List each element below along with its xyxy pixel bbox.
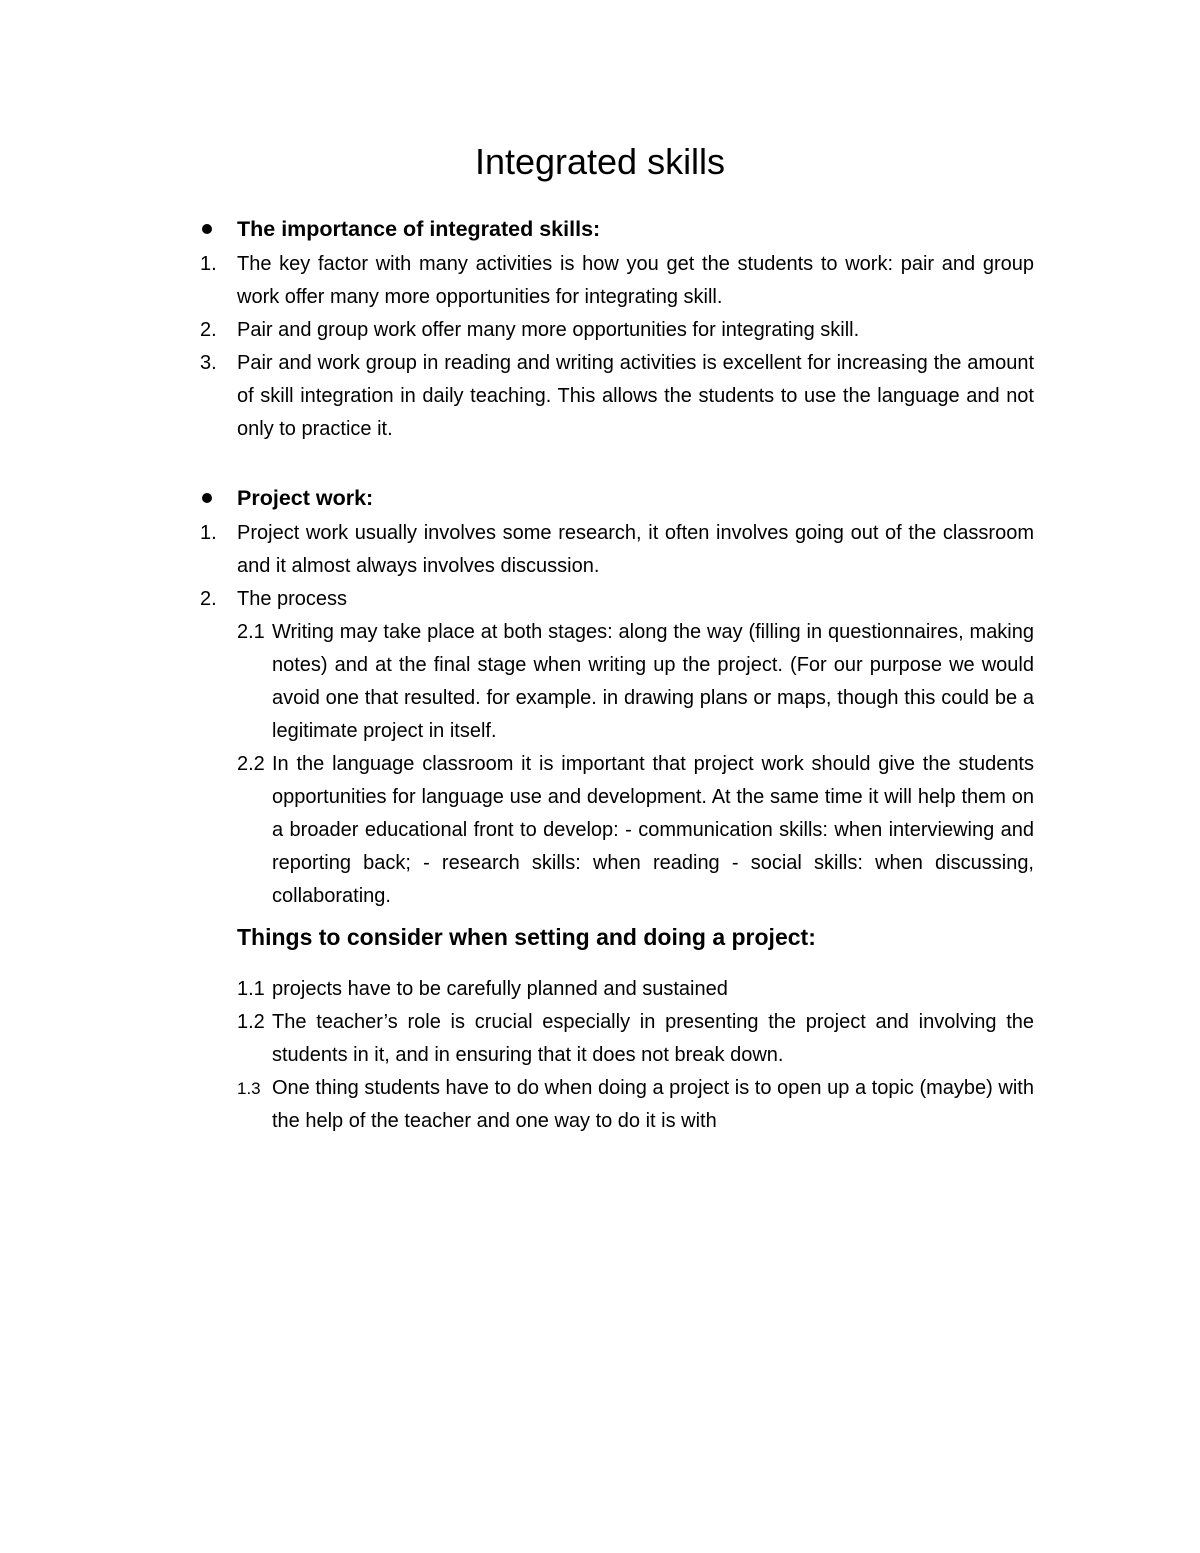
sub-list-number: 2.2 [237,753,265,775]
sub-list-text: Writing may take place at both stages: along the way (filling in questionnaires, making notes) and at the final stage when writing up the project. (For our purpose we would avoid one that resulted. for example. in drawing plans or maps, though this could be a legitimate project in itself. [272,621,1034,742]
list-item [200,347,1034,446]
list-number: 1. [200,253,217,275]
consider-text: One thing students have to do when doing a project is to open up a topic (maybe) with the help of the teacher and one way to do it is with [272,1077,1034,1132]
section-heading-project-work [200,479,1034,517]
section-heading-importance [200,210,1034,248]
consider-text: projects have to be carefully planned and sustained [272,978,728,1000]
consider-number: 1.3 [237,1079,261,1098]
sub-list-item [200,748,1034,913]
list-number: 2. [200,588,217,610]
sub-list-item [200,616,1034,748]
list-text: Pair and work group in reading and writing activities is excellent for increasing the amount of skill integration in daily teaching. This allows the students to use the language and not only to practice it. [237,352,1034,440]
consider-number: 1.2 [237,1011,265,1033]
section-heading-text: Project work: [237,486,374,510]
section-heading-text: The importance of integrated skills: [237,217,601,241]
bullet-icon [202,224,212,234]
list-item [200,248,1034,314]
consider-number: 1.1 [237,978,265,1000]
consider-text: The teacher’s role is crucial especially in presenting the project and involving the students in it, and in ensuring that it does not break down. [272,1011,1034,1066]
section-heading-things-to-consider: Things to consider when setting and doing a project: [237,924,816,950]
sub-list-text: In the language classroom it is important that project work should give the students opportunities for language use and development. At the same time it will help them on a broader educational front to develop: - communication skills: when interviewing and reporting back; - research skills: when reading - social skills: when discussing, collaborating. [272,753,1034,907]
list-text: Project work usually involves some research, it often involves going out of the classroom and it almost always involves discussion. [237,522,1034,577]
consider-item [200,1006,1034,1072]
consider-item [200,1072,1034,1138]
spacer [200,446,1034,479]
list-text: The key factor with many activities is how you get the students to work: pair and group work offer many more opportunities for integrating skill. [237,253,1034,308]
list-item [200,517,1034,583]
sub-list-number: 2.1 [237,621,265,643]
list-number: 2. [200,319,217,341]
list-item [200,583,1034,616]
list-text: The process [237,588,348,610]
list-number: 3. [200,352,217,374]
bullet-icon [202,493,212,503]
list-text: Pair and group work offer many more opportunities for integrating skill. [237,319,860,341]
document-title: Integrated skills [474,141,726,182]
list-number: 1. [200,522,217,544]
consider-item [200,973,1034,1006]
document-body [200,210,1034,1138]
list-item [200,314,1034,347]
